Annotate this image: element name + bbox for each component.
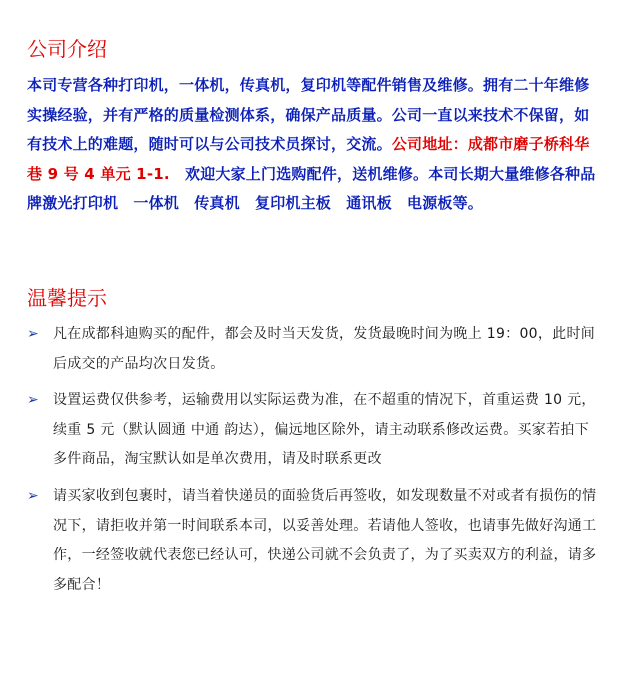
tips-heading: 温馨提示 [27, 286, 107, 310]
tip-item [27, 320, 601, 379]
tip-item [27, 482, 601, 600]
tips-list [27, 320, 601, 607]
tip-text: 设置运费仅供参考，运输费用以实际运费为准，在不超重的情况下，首重运费 10 元，续重 5 元（默认圆通 中通 韵达），偏远地区除外，请主动联系修改运费。买家若拍下多件商品，淘宝默认如是单次费用，请及时联系更改 [53, 392, 596, 468]
tip-item [27, 386, 601, 475]
arrow-bullet-icon: ➢ [27, 392, 40, 409]
company-address: 公司地址：成都市磨子桥科华巷 9 号 4 单元 1-1. [27, 135, 590, 183]
arrow-bullet-icon: ➢ [27, 326, 40, 342]
intro-spacer [170, 165, 185, 183]
arrow-bullet-icon: ➢ [27, 487, 40, 504]
company-intro-heading: 公司介绍 [27, 37, 107, 61]
company-intro-text [27, 71, 601, 219]
tip-text: 凡在成都科迪购买的配件，都会及时当天发货，发货最晚时间为晚上 19：00，此时间后成交的产品均次日发货。 [53, 326, 596, 372]
intro-welcome: 欢迎大家上门选购配件，送机维修。本司长期大量维修各种品牌激光打印机 一体机 传真机 复印机主板 通讯板 电源板等。 [27, 164, 596, 213]
intro-description: 本司专营各种打印机，一体机，传真机，复印机等配件销售及维修。拥有二十年维修实操经验，并有严格的质量检测体系，确保产品质量。公司一直以来技术不保留，如有技术上的难题，随时可以与公司技术员探讨，交流。 [27, 76, 590, 154]
tip-text: 请买家收到包裹时，请当着快递员的面验货后再签收，如发现数量不对或者有损伤的情况下，请拒收并第一时间联系本司，以妥善处理。若请他人签收，也请事先做好沟通工作，一经签收就代表您已经认可，快递公司就不会负责了，为了买卖双方的利益，请多多配合！ [53, 487, 597, 593]
